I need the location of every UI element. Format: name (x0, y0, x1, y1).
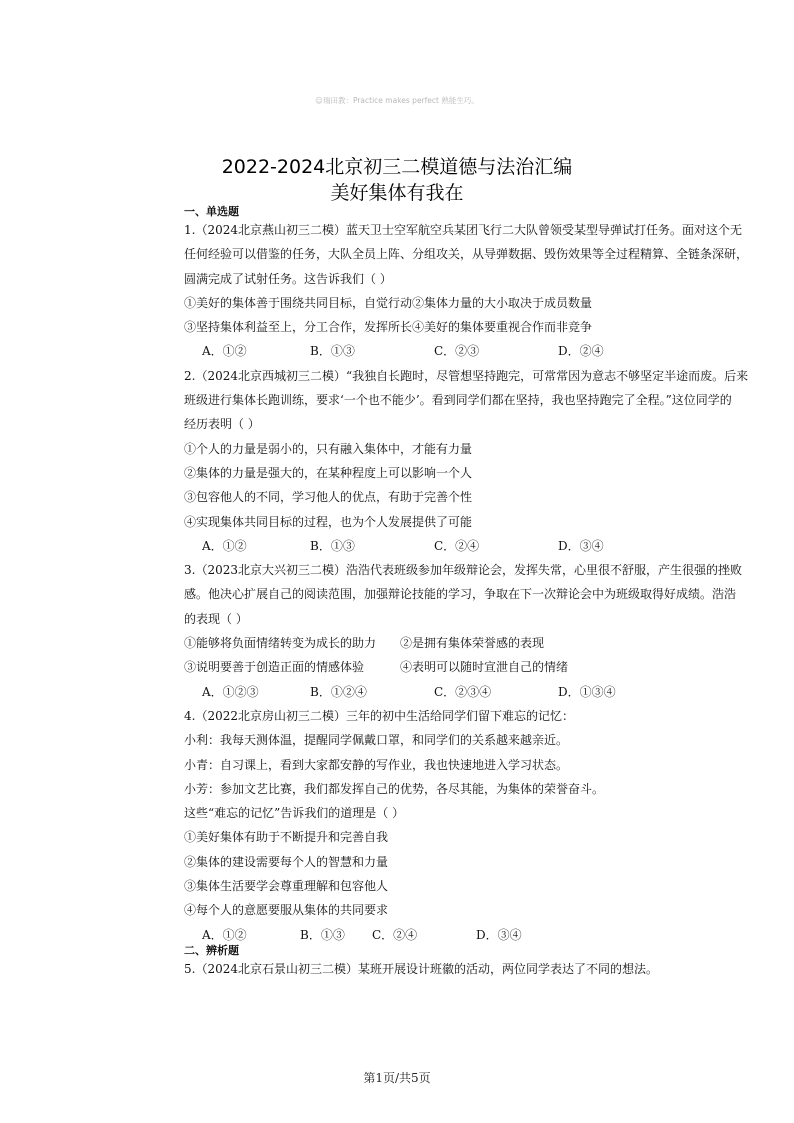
option-a: A．①② (202, 927, 247, 942)
statement-line: 小利：我每天测体温，提醒同学佩戴口罩，和同学们的关系越来越亲近。 (184, 733, 569, 748)
statement-line: ③包容他人的不同，学习他人的优点，有助于完善个性 (184, 490, 473, 505)
statement-line: ④每个人的意愿要服从集体的共同要求 (184, 903, 389, 918)
statement-line: ②集体的力量是强大的，在某种程度上可以影响一个人 (184, 465, 473, 480)
option-a: A．①② (202, 538, 247, 553)
statement-line: ①能够将负面情绪转变为成长的助力 ②是拥有集体荣誉感的表现 (184, 636, 545, 651)
question-1 (184, 218, 760, 364)
section-heading-analysis: 二、辨析题 (184, 943, 239, 957)
statement-line: ③坚持集体利益至上，分工合作，发挥所长④美好的集体要重视合作而非竞争 (184, 320, 593, 335)
options-row (184, 680, 760, 704)
watermark: ☺瑞田教：Practice makes perfect 熟能生巧。 (315, 96, 479, 105)
question-text-line: 的表现（ ） (184, 611, 248, 626)
question-text-line: 经历表明（ ） (184, 417, 260, 432)
option-d: D．②④ (558, 344, 604, 359)
option-d: D．③④ (476, 927, 522, 942)
question-text-line: 圆满完成了试射任务。这告诉我们（ ） (184, 271, 392, 286)
question-text-line: 4.（2022北京房山初三二模）三年的初中生活给同学们留下难忘的记忆： (184, 708, 574, 723)
option-c: C．②④ (372, 927, 418, 942)
question-text-line: 2.（2024北京西城初三二模）“我独自长跑时，尽管想坚持跑完，可常常因为意志不够坚定半途而废。后来 (184, 368, 749, 383)
question-5 (184, 957, 760, 981)
statement-line: ③说明要善于创造正面的情感体验 ④表明可以随时宣泄自己的情绪 (184, 660, 569, 675)
document-body (184, 205, 760, 981)
question-text-line: 感。他决心扩展自己的阅读范围，加强辩论技能的学习，争取在下一次辩论会中为班级取得好成绩。浩浩 (184, 587, 737, 602)
statement-line: ①个人的力量是弱小的，只有融入集体中，才能有力量 (184, 441, 473, 456)
page-subtitle: 美好集体有我在 (330, 182, 464, 204)
page-number: 第1页/共5页 (363, 1071, 431, 1085)
question-4 (184, 704, 760, 944)
question-text-line: 5.（2024北京石景山初三二模）某班开展设计班徽的活动，两位同学表达了不同的想法。 (184, 961, 658, 976)
options-row (184, 923, 760, 944)
option-c: C．②③④ (434, 684, 492, 699)
question-text-line: 任何经验可以借鉴的任务，大队全员上阵、分组攻关，从导弹数据、毁伤效果等全过程精算、全链条深研， (184, 247, 749, 262)
option-b: B．①③ (310, 344, 355, 359)
option-c: C．②③ (434, 344, 480, 359)
statement-line: ①美好集体有助于不断提升和完善自我 (184, 830, 389, 845)
statement-line: 这些“难忘的记忆”告诉我们的道理是（ ） (184, 806, 405, 821)
statement-line: ①美好的集体善于围绕共同目标，自觉行动②集体力量的大小取决于成员数量 (184, 295, 593, 310)
option-b: B．①③ (300, 927, 345, 942)
statement-line: ④实现集体共同目标的过程，也为个人发展提供了可能 (184, 514, 473, 529)
page-title: 2022-2024北京初三二模道德与法治汇编 (221, 156, 573, 178)
statement-line: 小芳：参加文艺比赛，我们都发挥自己的优势，各尽其能，为集体的荣誉奋斗。 (184, 781, 605, 796)
statement-line: ③集体生活要学会尊重理解和包容他人 (184, 879, 389, 894)
option-b: B．①③ (310, 538, 355, 553)
option-a: A．①② (202, 344, 247, 359)
option-c: C．②④ (434, 538, 480, 553)
question-text-line: 3.（2023北京大兴初三二模）浩浩代表班级参加年级辩论会，发挥失常，心里很不舒服，产生很强的挫败 (184, 563, 742, 578)
question-text-line: 班级进行集体长跑训练，要求‘一个也不能少’。看到同学们都在坚持，我也坚持跑完了全程。”这位同学的 (184, 393, 732, 408)
options-row (184, 339, 760, 363)
option-d: D．③④ (558, 538, 604, 553)
question-text-line: 1.（2024北京燕山初三二模）蓝天卫士空军航空兵某团飞行二大队曾领受某型导弹试打任务。面对这个无 (184, 223, 742, 237)
option-a: A．①②③ (202, 684, 259, 699)
options-row (184, 534, 760, 558)
option-b: B．①②④ (310, 684, 367, 699)
question-2 (184, 364, 760, 558)
statement-line: 小青：自习课上，看到大家都安静的写作业，我也快速地进入学习状态。 (184, 757, 569, 772)
option-d: D．①③④ (558, 684, 616, 699)
statement-line: ②集体的建设需要每个人的智慧和力量 (184, 854, 389, 869)
section-heading-single-choice: 一、单选题 (184, 205, 239, 218)
question-3 (184, 558, 760, 704)
